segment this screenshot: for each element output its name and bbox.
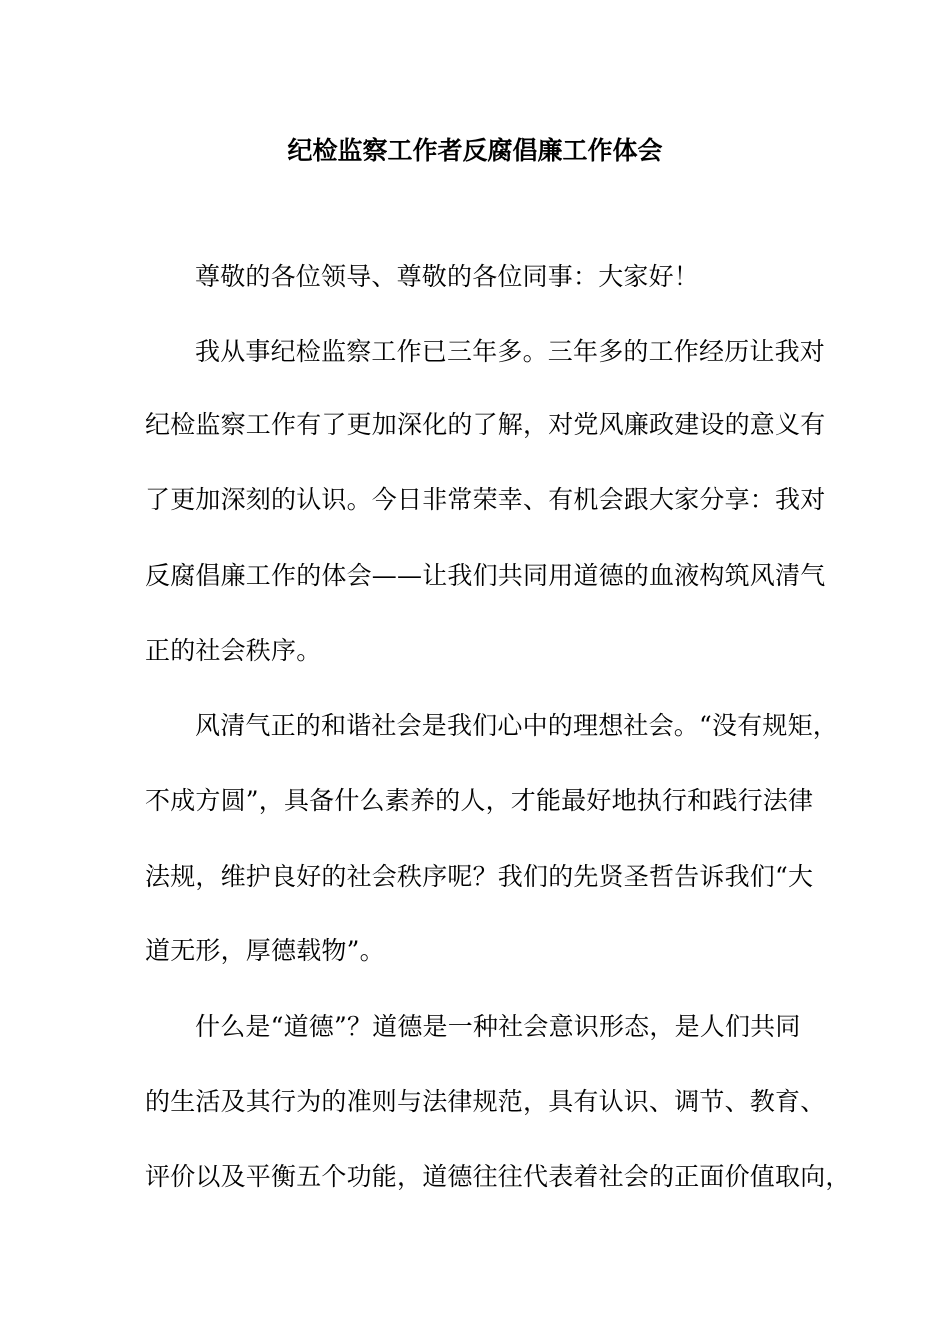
body-line: 不成方圆”，具备什么素养的人，才能最好地执行和践行法律 xyxy=(145,786,814,815)
body-line: 反腐倡廉工作的体会——让我们共同用道德的血液构筑风清气 xyxy=(145,561,826,590)
body-line: 了更加深刻的认识。今日非常荣幸、有机会跟大家分享：我对 xyxy=(145,485,826,514)
greeting-line: 尊敬的各位领导、尊敬的各位同事：大家好！ xyxy=(195,262,700,291)
body-line: 纪检监察工作有了更加深化的了解，对党风廉政建设的意义有 xyxy=(145,410,826,439)
body-line: 正的社会秩序。 xyxy=(145,636,322,665)
body-line: 道无形，厚德载物”。 xyxy=(145,936,385,965)
body-line: 风清气正的和谐社会是我们心中的理想社会。“没有规矩， xyxy=(195,711,838,740)
body-line: 评价以及平衡五个功能，道德往往代表着社会的正面价值取向， xyxy=(145,1162,851,1191)
body-line: 法规，维护良好的社会秩序呢？我们的先贤圣哲告诉我们“大 xyxy=(145,862,814,891)
body-line: 的生活及其行为的准则与法律规范，具有认识、调节、教育、 xyxy=(145,1087,826,1116)
body-line: 什么是“道德”？道德是一种社会意识形态，是人们共同 xyxy=(195,1012,801,1041)
document-title: 纪检监察工作者反腐倡廉工作体会 xyxy=(287,136,663,165)
body-line: 我从事纪检监察工作已三年多。三年多的工作经历让我对 xyxy=(195,337,826,366)
